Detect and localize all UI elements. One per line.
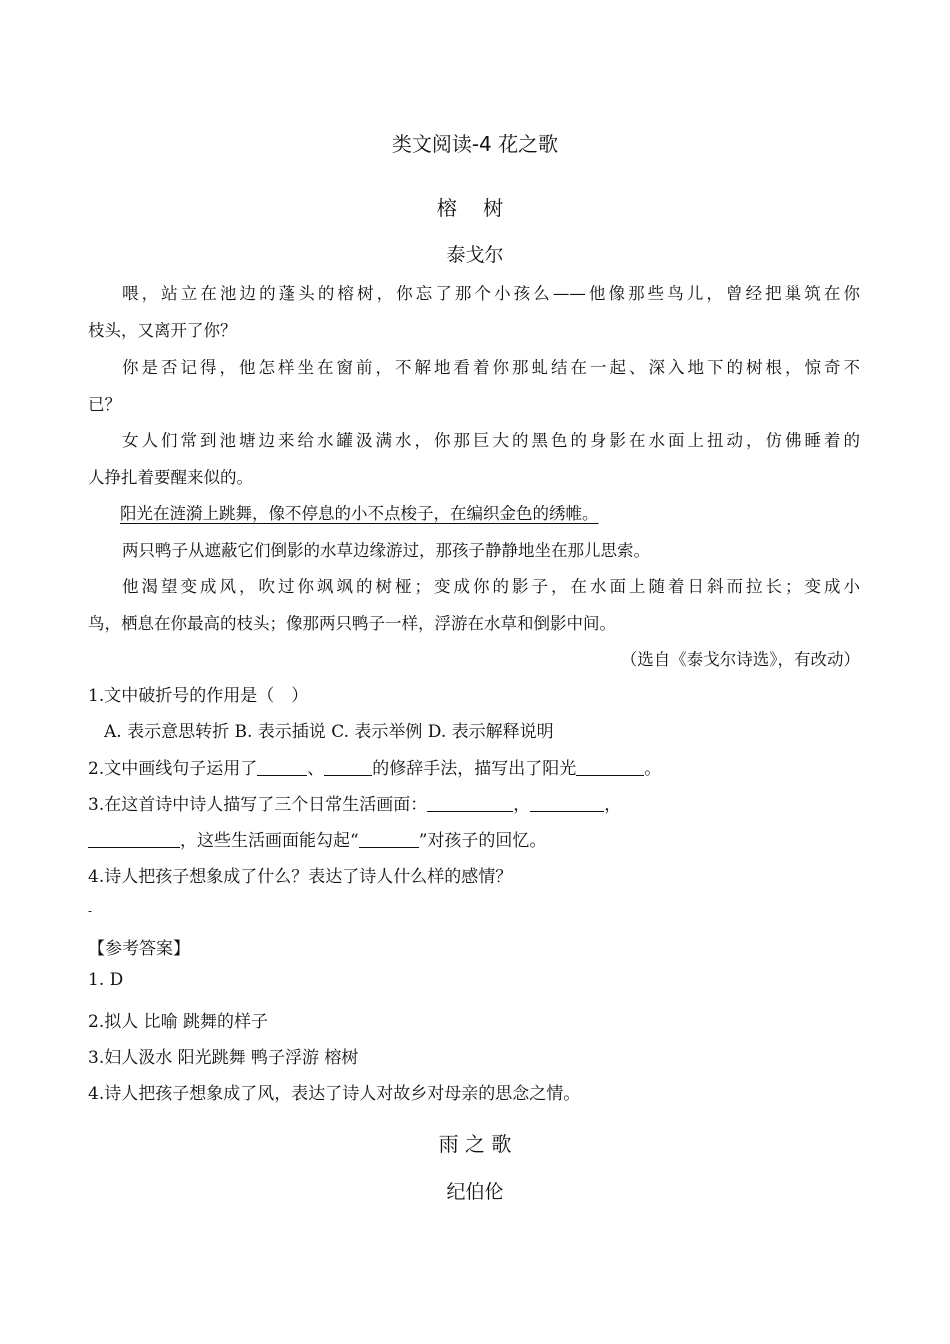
answer-1: 1. D — [88, 970, 124, 990]
answer-blank — [427, 795, 513, 812]
answer-blank — [576, 759, 644, 776]
poem-paragraph-4-underlined: 阳光在涟漪上跳舞，像不停息的小不点梭子，在编织金色的绣帷。 — [120, 504, 599, 523]
poem-paragraph-6-line-1: 他渴望变成风，吹过你飒飒的树桠；变成你的影子，在水面上随着日斜而拉长；变成小 — [122, 577, 860, 596]
question-1: 1.文中破折号的作用是（ ） — [88, 686, 309, 706]
poem-paragraph-3-line-2: 人挣扎着要醒来似的。 — [88, 468, 253, 487]
answer-3: 3.妇人汲水 阳光跳舞 鸭子浮游 榕树 — [88, 1048, 359, 1068]
answer-2: 2.拟人 比喻 跳舞的样子 — [88, 1012, 269, 1032]
poem-paragraph-5: 两只鸭子从遮蔽它们倒影的水草边缘游过，那孩子静静地坐在那儿思索。 — [122, 541, 650, 560]
answer-4: 4.诗人把孩子想象成了风，表达了诗人对故乡对母亲的思念之情。 — [88, 1084, 581, 1104]
question-3-line-1: 3.在这首诗中诗人描写了三个日常生活画面： ， ， — [88, 795, 622, 815]
answer-blank — [88, 831, 180, 848]
poem-paragraph-3-line-1: 女人们常到池塘边来给水罐汲满水，你那巨大的黑色的身影在水面上扭动，仿佛睡着的 — [122, 431, 860, 450]
poem-paragraph-1-line-2: 枝头，又离开了你？ — [88, 321, 237, 340]
poem-paragraph-2-line-2: 已？ — [88, 395, 121, 414]
answers-header: 【参考答案】 — [88, 939, 190, 959]
answer-blank — [257, 759, 307, 776]
author-tagore: 泰戈尔 — [446, 244, 504, 266]
main-title: 类文阅读-4 花之歌 — [391, 132, 559, 156]
question-3-line-2: ，这些生活画面能勾起“ ”对孩子的回忆。 — [88, 826, 546, 851]
question-2: 2.文中画线句子运用了 、 的修辞手法，描写出了阳光 。 — [88, 759, 662, 779]
author-gibran: 纪伯伦 — [446, 1181, 504, 1203]
question-1-options: A. 表示意思转折 B. 表示插说 C. 表示举例 D. 表示解释说明 — [104, 722, 554, 742]
poem-paragraph-2-line-1: 你是否记得，他怎样坐在窗前，不解地看着你那虬结在一起、深入地下的树根，惊奇不 — [122, 358, 860, 377]
poem-paragraph-6-line-2: 鸟，栖息在你最高的枝头；像那两只鸭子一样，浮游在水草和倒影中间。 — [88, 614, 616, 633]
dash-mark: - — [88, 904, 93, 918]
question-4: 4.诗人把孩子想象成了什么？表达了诗人什么样的感情？ — [88, 867, 513, 887]
section-title-banyan: 榕 树 — [436, 196, 514, 220]
answer-blank — [359, 831, 419, 848]
poem-source: （选自《泰戈尔诗选》，有改动） — [620, 650, 860, 669]
section-title-rain: 雨 之 歌 — [438, 1132, 512, 1156]
answer-blank — [530, 795, 604, 812]
poem-paragraph-1-line-1: 喂，站立在池边的蓬头的榕树，你忘了那个小孩么——他像那些鸟儿，曾经把巢筑在你 — [122, 284, 860, 303]
answer-blank — [324, 759, 372, 776]
